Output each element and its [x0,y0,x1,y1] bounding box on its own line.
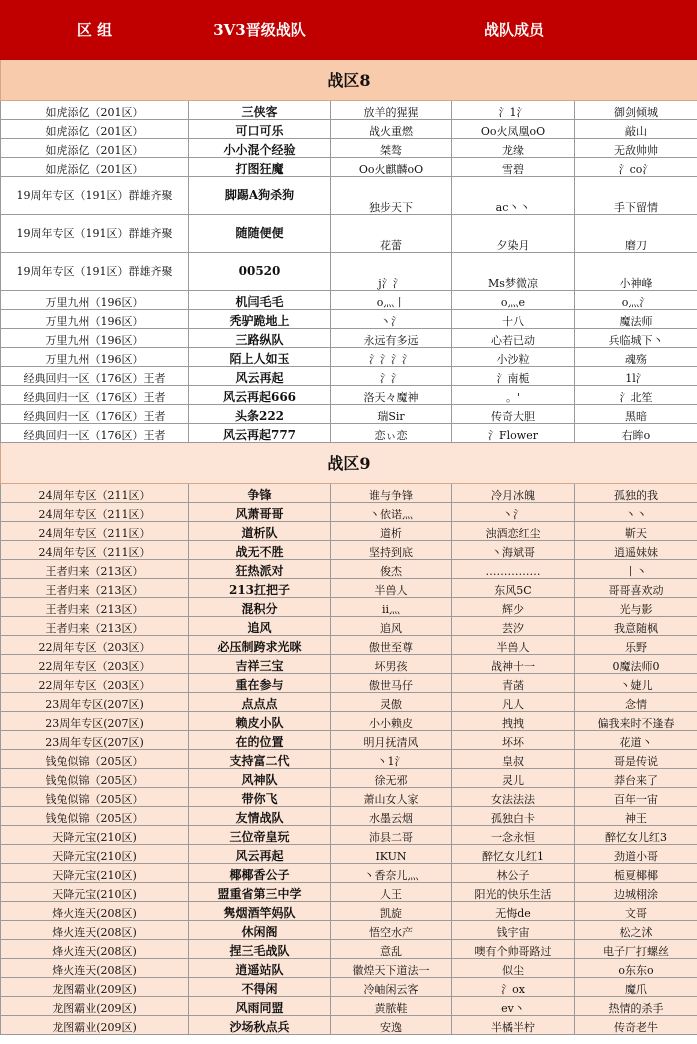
member-cell: 孤独白卡 [452,807,575,826]
member-cell: 无悔de [452,902,575,921]
member-cell: 哥哥喜欢动 [575,579,697,598]
member-cell: 丶依诺灬 [331,503,452,522]
member-cell: 敲山 [575,120,697,139]
member-cell: 丨丶 [575,560,697,579]
zone-cell: 22周年专区（203区） [1,636,189,655]
zone-cell: 经典回归一区（176区）王者 [1,367,189,386]
member-cell: 氵南栀 [452,367,575,386]
team-row [1,139,697,158]
team-name-cell: 吉祥三宝 [189,655,331,674]
zone-cell: 王者归来（213区） [1,617,189,636]
team-row [1,788,697,807]
team-name-cell: 支持富二代 [189,750,331,769]
member-cell: 萧山女人家 [331,788,452,807]
member-cell: 傲世至尊 [331,636,452,655]
team-name-cell: 00520 [189,253,331,291]
team-name-cell: 在的位置 [189,731,331,750]
team-row [1,386,697,405]
zone-cell: 经典回归一区（176区）王者 [1,405,189,424]
member-cell: 靳天 [575,522,697,541]
member-cell: 魔爪 [575,978,697,997]
member-cell: 龙缘 [452,139,575,158]
member-cell: 徐无邪 [331,769,452,788]
team-name-cell: 头条222 [189,405,331,424]
member-cell: 独步天下 [331,177,452,215]
team-row [1,712,697,731]
member-cell: ac丶丶 [452,177,575,215]
team-row [1,541,697,560]
zone-cell: 24周年专区（211区） [1,541,189,560]
member-cell: 水墨云烟 [331,807,452,826]
team-name-cell: 风云再起 [189,845,331,864]
section-title-row [1,60,697,101]
member-cell: 拽拽 [452,712,575,731]
member-cell: 阳光的快乐生活 [452,883,575,902]
team-name-cell: 风云再起777 [189,424,331,443]
section-8 [1,60,697,443]
member-cell: 半兽人 [452,636,575,655]
team-row [1,617,697,636]
member-cell: 丶丶 [575,503,697,522]
member-cell: 夕染月 [452,215,575,253]
zone-cell: 22周年专区（203区） [1,655,189,674]
team-row [1,484,697,503]
section-title-row [1,443,697,484]
member-cell: 永远有多远 [331,329,452,348]
team-row [1,120,697,139]
member-cell: 醉忆女儿红3 [575,826,697,845]
member-cell: 电子厂打螺丝 [575,940,697,959]
member-cell: 丶氵 [452,503,575,522]
member-cell: 坚持到底 [331,541,452,560]
team-row [1,522,697,541]
member-cell: o灬丨 [331,291,452,310]
team-row [1,997,697,1016]
team-row [1,883,697,902]
member-cell: IKUN [331,845,452,864]
member-cell: 右眸o [575,424,697,443]
team-name-cell: 隽烟酒竿妈队 [189,902,331,921]
member-cell: 沛县二哥 [331,826,452,845]
team-name-cell: 捏三毛战队 [189,940,331,959]
member-cell: 氵氵氵氵 [331,348,452,367]
member-cell: 黄脓鞋 [331,997,452,1016]
member-cell: 恋ぃ恋 [331,424,452,443]
member-cell: 东风5C [452,579,575,598]
team-row [1,940,697,959]
member-cell: 坏坏 [452,731,575,750]
member-cell: 战火重燃 [331,120,452,139]
member-cell: 浊酒恋红尘 [452,522,575,541]
team-name-cell: 重在参与 [189,674,331,693]
zone-cell: 万里九州（196区） [1,291,189,310]
zone-cell: 天降元宝(210区) [1,826,189,845]
team-row [1,579,697,598]
zone-cell: 钱兔似锦（205区） [1,807,189,826]
team-row [1,921,697,940]
member-cell: 冷月冰魄 [452,484,575,503]
member-cell: 念情 [575,693,697,712]
zone-cell: 24周年专区（211区） [1,503,189,522]
team-name-cell: 追风 [189,617,331,636]
member-cell: 心若已动 [452,329,575,348]
member-cell: o东东o [575,959,697,978]
team-row [1,253,697,291]
header-row [1,1,697,60]
team-name-cell: 赖皮小队 [189,712,331,731]
zone-cell: 万里九州（196区） [1,329,189,348]
team-name-cell: 打图狂魔 [189,158,331,177]
member-cell: 一念永恒 [452,826,575,845]
member-cell: 噢有个帅哥路过 [452,940,575,959]
member-cell: 芸汐 [452,617,575,636]
member-cell: 乐野 [575,636,697,655]
team-name-cell: 不得闲 [189,978,331,997]
member-cell: 放羊的猩猩 [331,101,452,120]
member-cell: 辉少 [452,598,575,617]
member-cell: 醉忆女儿红1 [452,845,575,864]
member-cell: 女法法法 [452,788,575,807]
zone-cell: 23周年专区(207区) [1,693,189,712]
zone-cell: 天降元宝(210区) [1,864,189,883]
team-row [1,750,697,769]
member-cell: 劲道小哥 [575,845,697,864]
team-row [1,731,697,750]
team-row [1,560,697,579]
zone-cell: 万里九州（196区） [1,348,189,367]
member-cell: 谁与争锋 [331,484,452,503]
zone-cell: 19周年专区（191区）群雄齐聚 [1,177,189,215]
member-cell: 偏我来时不逢春 [575,712,697,731]
header-members: 战队成员 [331,1,697,60]
team-name-cell: 小小混个经验 [189,139,331,158]
zone-cell: 钱兔似锦（205区） [1,788,189,807]
member-cell: 人王 [331,883,452,902]
zone-cell: 经典回归一区（176区）王者 [1,386,189,405]
member-cell: 雪碧 [452,158,575,177]
member-cell: 凯旋 [331,902,452,921]
member-cell: Ms梦微凉 [452,253,575,291]
member-cell: 哥是传说 [575,750,697,769]
team-name-cell: 风云再起 [189,367,331,386]
team-name-cell: 三侠客 [189,101,331,120]
team-name-cell: 狂热派对 [189,560,331,579]
team-name-cell: 风雨同盟 [189,997,331,1016]
team-name-cell: 风神队 [189,769,331,788]
member-cell: 手下留情 [575,177,697,215]
member-cell: j氵氵 [331,253,452,291]
team-name-cell: 沙场秋点兵 [189,1016,331,1035]
team-name-cell: 道析队 [189,522,331,541]
member-cell: 灵傲 [331,693,452,712]
zone-cell: 烽火连天(208区) [1,940,189,959]
member-cell: 战神十一 [452,655,575,674]
team-name-cell: 三路纵队 [189,329,331,348]
team-row [1,158,697,177]
member-cell: …………… [452,560,575,579]
member-cell: 钱宇宙 [452,921,575,940]
member-cell: 神王 [575,807,697,826]
member-cell: 丶香奈儿灬 [331,864,452,883]
team-row [1,348,697,367]
member-cell: 丶婕儿 [575,674,697,693]
member-cell: 氵1氵 [452,101,575,120]
member-cell: 丶海斌哥 [452,541,575,560]
zone-cell: 万里九州（196区） [1,310,189,329]
team-row [1,636,697,655]
zone-cell: 钱兔似锦（205区） [1,769,189,788]
zone-cell: 19周年专区（191区）群雄齐聚 [1,253,189,291]
member-cell: Oo火凤凰oO [452,120,575,139]
header-zone-group: 区 组 [1,1,189,60]
team-row [1,101,697,120]
team-name-cell: 脚踢A狗杀狗 [189,177,331,215]
member-cell: 魂殇 [575,348,697,367]
team-name-cell: 争锋 [189,484,331,503]
zone-cell: 龙图霸业(209区) [1,1016,189,1035]
member-cell: 氵氵 [331,367,452,386]
member-cell: ev丶 [452,997,575,1016]
member-cell: 丶1氵 [331,750,452,769]
member-cell: 半橘半柠 [452,1016,575,1035]
team-row [1,693,697,712]
zone-cell: 24周年专区（211区） [1,522,189,541]
zone-cell: 如虎添亿（201区） [1,101,189,120]
member-cell: 洛天々魔神 [331,386,452,405]
member-cell: 小沙粒 [452,348,575,367]
member-cell: o灬e [452,291,575,310]
zone-cell: 天降元宝(210区) [1,845,189,864]
zone-cell: 天降元宝(210区) [1,883,189,902]
zone-cell: 王者归来（213区） [1,560,189,579]
team-row [1,215,697,253]
team-name-cell: 点点点 [189,693,331,712]
member-cell: 道析 [331,522,452,541]
member-cell: o灬氵 [575,291,697,310]
team-name-cell: 盟重省第三中学 [189,883,331,902]
member-cell: 松之沭 [575,921,697,940]
zone-cell: 烽火连天(208区) [1,902,189,921]
member-cell: 小神峰 [575,253,697,291]
member-cell: 丶氵 [331,310,452,329]
header-team: 3V3晋级战队 [189,1,331,60]
member-cell: 。' [452,386,575,405]
team-name-cell: 风云再起666 [189,386,331,405]
team-name-cell: 随随便便 [189,215,331,253]
team-row [1,864,697,883]
member-cell: 凡人 [452,693,575,712]
member-cell: 花蕾 [331,215,452,253]
member-cell: 氵北笙 [575,386,697,405]
member-cell: 俊杰 [331,560,452,579]
member-cell: 皇叔 [452,750,575,769]
team-name-cell: 213扛把子 [189,579,331,598]
member-cell: 氵Flower [452,424,575,443]
zone-cell: 钱兔似锦（205区） [1,750,189,769]
member-cell: 0魔法师0 [575,655,697,674]
team-row [1,405,697,424]
member-cell: 小小赖皮 [331,712,452,731]
member-cell: 十八 [452,310,575,329]
member-cell: 文哥 [575,902,697,921]
zone-cell: 如虎添亿（201区） [1,120,189,139]
zone-cell: 龙图霸业(209区) [1,978,189,997]
team-row [1,1016,697,1035]
team-row [1,769,697,788]
member-cell: 兵临城下丶 [575,329,697,348]
member-cell: 磨刀 [575,215,697,253]
member-cell: 追风 [331,617,452,636]
team-row [1,674,697,693]
member-cell: 悟空水产 [331,921,452,940]
zone-cell: 龙图霸业(209区) [1,997,189,1016]
member-cell: ii灬 [331,598,452,617]
team-row [1,503,697,522]
team-row [1,826,697,845]
team-name-cell: 友情战队 [189,807,331,826]
member-cell: 氵co氵 [575,158,697,177]
zone-cell: 王者归来（213区） [1,598,189,617]
section-title: 战区8 [1,60,697,101]
member-cell: 传奇大胆 [452,405,575,424]
team-name-cell: 战无不胜 [189,541,331,560]
member-cell: 林公子 [452,864,575,883]
team-name-cell: 混积分 [189,598,331,617]
team-row [1,655,697,674]
team-row [1,329,697,348]
team-row [1,310,697,329]
team-name-cell: 陌上人如玉 [189,348,331,367]
member-cell: 我意随枫 [575,617,697,636]
member-cell: 灵儿 [452,769,575,788]
team-name-cell: 机闫毛毛 [189,291,331,310]
zone-cell: 24周年专区（211区） [1,484,189,503]
member-cell: 莽台来了 [575,769,697,788]
member-cell: 傲世马仔 [331,674,452,693]
member-cell: 花道丶 [575,731,697,750]
team-name-cell: 带你飞 [189,788,331,807]
member-cell: 1l氵 [575,367,697,386]
team-row [1,598,697,617]
member-cell: 瑞Sir [331,405,452,424]
zone-cell: 23周年专区(207区) [1,712,189,731]
zone-cell: 如虎添亿（201区） [1,158,189,177]
team-name-cell: 休闲阁 [189,921,331,940]
team-row [1,902,697,921]
team-row [1,177,697,215]
zone-cell: 王者归来（213区） [1,579,189,598]
zone-cell: 22周年专区（203区） [1,674,189,693]
member-cell: 冷岫闲云客 [331,978,452,997]
member-cell: 徽煌天下道法一 [331,959,452,978]
member-cell: 氵ox [452,978,575,997]
member-cell: 逍遥妹妹 [575,541,697,560]
member-cell: 无敌帅帅 [575,139,697,158]
member-cell: 坏男孩 [331,655,452,674]
section-title: 战区9 [1,443,697,484]
member-cell: 御剑倾城 [575,101,697,120]
zone-cell: 19周年专区（191区）群雄齐聚 [1,215,189,253]
member-cell: 栀夏椰椰 [575,864,697,883]
member-cell: 魔法师 [575,310,697,329]
member-cell: 青菡 [452,674,575,693]
team-name-cell: 三位帝皇玩 [189,826,331,845]
team-row [1,291,697,310]
member-cell: 传奇老牛 [575,1016,697,1035]
team-row [1,424,697,443]
team-row [1,845,697,864]
team-row [1,367,697,386]
team-name-cell: 风萧哥哥 [189,503,331,522]
member-cell: 半兽人 [331,579,452,598]
team-row [1,959,697,978]
member-cell: 热情的杀手 [575,997,697,1016]
zone-cell: 23周年专区(207区) [1,731,189,750]
member-cell: 桀骜 [331,139,452,158]
team-row [1,807,697,826]
team-name-cell: 必压制跨求光咪 [189,636,331,655]
team-name-cell: 秃驴跪地上 [189,310,331,329]
zone-cell: 如虎添亿（201区） [1,139,189,158]
member-cell: 安逸 [331,1016,452,1035]
team-name-cell: 椰椰香公子 [189,864,331,883]
team-name-cell: 可口可乐 [189,120,331,139]
member-cell: 意乱 [331,940,452,959]
member-cell: 明月抚清风 [331,731,452,750]
member-cell: 孤独的我 [575,484,697,503]
zone-cell: 经典回归一区（176区）王者 [1,424,189,443]
member-cell: 似尘 [452,959,575,978]
zone-cell: 烽火连天(208区) [1,921,189,940]
member-cell: Oo火麒麟oO [331,158,452,177]
member-cell: 百年一宙 [575,788,697,807]
member-cell: 边城栩涂 [575,883,697,902]
section-9 [1,443,697,1035]
team-name-cell: 逍遥站队 [189,959,331,978]
zone-cell: 烽火连天(208区) [1,959,189,978]
team-row [1,978,697,997]
member-cell: 光与影 [575,598,697,617]
member-cell: 黑暗 [575,405,697,424]
